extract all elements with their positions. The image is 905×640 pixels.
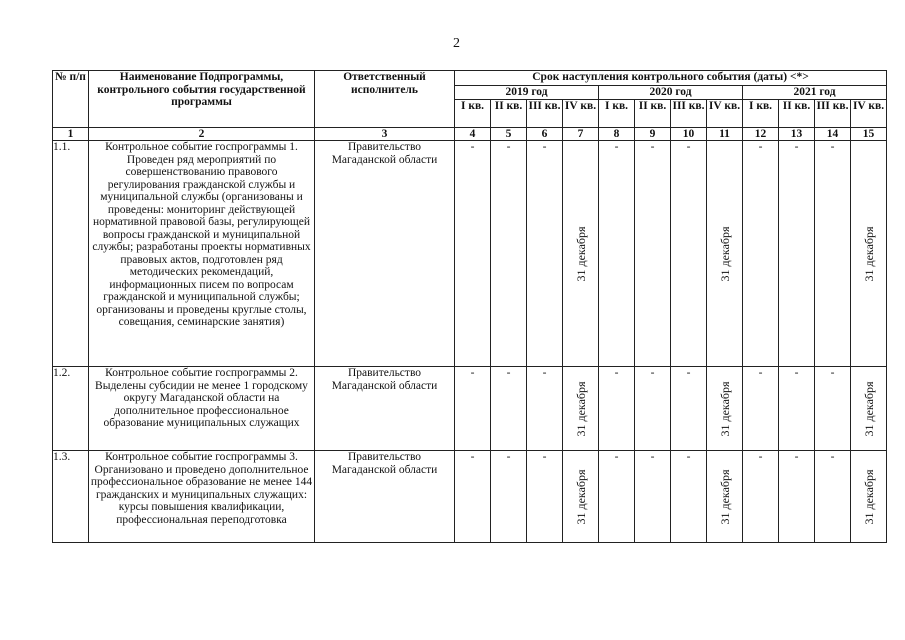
quarter-cell: - <box>635 141 671 367</box>
header-quarter: I кв. <box>599 99 635 127</box>
deadline-date: 31 декабря <box>861 468 876 525</box>
header-quarter: IV кв. <box>851 99 887 127</box>
quarter-cell: - <box>527 451 563 543</box>
responsible-executor: Правительство Магаданской области <box>315 141 455 367</box>
column-index: 15 <box>851 127 887 141</box>
column-index: 5 <box>491 127 527 141</box>
deadline-date: 31 декабря <box>861 380 876 437</box>
quarter-cell: - <box>671 367 707 451</box>
deadline-date: 31 декабря <box>717 380 732 437</box>
quarter-cell: - <box>671 141 707 367</box>
quarter-cell: - <box>743 451 779 543</box>
quarter-cell: - <box>455 141 491 367</box>
quarter-cell: - <box>455 367 491 451</box>
quarter-cell: - <box>491 141 527 367</box>
row-number: 1.3. <box>53 451 89 543</box>
quarter-cell: - <box>779 367 815 451</box>
quarter-cell: - <box>527 367 563 451</box>
quarter-cell: - <box>599 141 635 367</box>
event-name: Контрольное событие госпрограммы 3. Организовано и проведено дополнительное профессиональное образование не менее 144 гражданских и муниципальных служащих: курсы повышения квалификации, профессиональная переподготовка <box>89 451 315 543</box>
deadline-cell <box>851 451 887 543</box>
header-quarter: IV кв. <box>563 99 599 127</box>
quarter-cell: - <box>635 367 671 451</box>
header-quarter: II кв. <box>635 99 671 127</box>
column-index: 12 <box>743 127 779 141</box>
quarter-cell: - <box>779 451 815 543</box>
column-index: 10 <box>671 127 707 141</box>
deadline-cell <box>563 451 599 543</box>
quarter-cell: - <box>599 451 635 543</box>
header-name: Наименование Подпрограммы, контрольного события государственной программы <box>89 71 315 128</box>
column-index: 8 <box>599 127 635 141</box>
control-events-table <box>52 70 887 543</box>
quarter-cell: - <box>743 141 779 367</box>
column-index: 7 <box>563 127 599 141</box>
table-row <box>53 451 887 543</box>
header-quarter: IV кв. <box>707 99 743 127</box>
deadline-date: 31 декабря <box>717 468 732 525</box>
deadline-date: 31 декабря <box>861 225 876 282</box>
column-index: 13 <box>779 127 815 141</box>
quarter-cell: - <box>527 141 563 367</box>
deadline-date: 31 декабря <box>573 380 588 437</box>
quarter-cell: - <box>599 367 635 451</box>
header-year-2020: 2020 год <box>599 86 743 100</box>
header-year-2019: 2019 год <box>455 86 599 100</box>
responsible-executor: Правительство Магаданской области <box>315 451 455 543</box>
header-deadline: Срок наступления контрольного события (даты) <*> <box>455 71 887 86</box>
row-number: 1.2. <box>53 367 89 451</box>
column-index: 4 <box>455 127 491 141</box>
quarter-cell: - <box>779 141 815 367</box>
deadline-cell <box>707 141 743 367</box>
deadline-cell <box>563 141 599 367</box>
header-year-2021: 2021 год <box>743 86 887 100</box>
column-index: 14 <box>815 127 851 141</box>
deadline-cell <box>563 367 599 451</box>
page-number: 2 <box>453 36 460 51</box>
quarter-cell: - <box>815 141 851 367</box>
deadline-cell <box>851 367 887 451</box>
deadline-cell <box>707 451 743 543</box>
deadline-date: 31 декабря <box>573 225 588 282</box>
quarter-cell: - <box>671 451 707 543</box>
header-quarter: I кв. <box>743 99 779 127</box>
header-quarter: I кв. <box>455 99 491 127</box>
quarter-cell: - <box>635 451 671 543</box>
deadline-date: 31 декабря <box>717 225 732 282</box>
header-quarter: III кв. <box>527 99 563 127</box>
quarter-cell: - <box>455 451 491 543</box>
header-num: № п/п <box>53 71 89 128</box>
deadline-date: 31 декабря <box>573 468 588 525</box>
column-index: 2 <box>89 127 315 141</box>
responsible-executor: Правительство Магаданской области <box>315 367 455 451</box>
column-index: 9 <box>635 127 671 141</box>
quarter-cell: - <box>743 367 779 451</box>
header-quarter: II кв. <box>779 99 815 127</box>
table-row <box>53 367 887 451</box>
header-quarter: III кв. <box>671 99 707 127</box>
header-quarter: III кв. <box>815 99 851 127</box>
header-quarter: II кв. <box>491 99 527 127</box>
quarter-cell: - <box>491 451 527 543</box>
header-responsible: Ответственный исполнитель <box>315 71 455 128</box>
event-name: Контрольное событие госпрограммы 2. Выделены субсидии не менее 1 городскому округу Магаданской области на дополнительное профессиональное образование муниципальных служащих <box>89 367 315 451</box>
row-number: 1.1. <box>53 141 89 367</box>
column-index: 6 <box>527 127 563 141</box>
deadline-cell <box>707 367 743 451</box>
column-index: 3 <box>315 127 455 141</box>
event-name: Контрольное событие госпрограммы 1. Проведен ряд мероприятий по совершенствованию правового регулирования гражданской службы и муниципальной службы (организованы и проведены: мониторинг действующей нормативной правовой базы, регулирующей вопросы гражданской и муниципальной службы; разработаны проекты нормативных правовых актов, подготовлен ряд методических рекомендаций, информационных писем по вопросам гражданской и муниципальной службы; организованы и проведены круглые столы, совещания, семинарские занятия) <box>89 141 315 367</box>
quarter-cell: - <box>815 367 851 451</box>
column-index: 11 <box>707 127 743 141</box>
quarter-cell: - <box>815 451 851 543</box>
table-row <box>53 141 887 367</box>
quarter-cell: - <box>491 367 527 451</box>
deadline-cell <box>851 141 887 367</box>
column-index: 1 <box>53 127 89 141</box>
